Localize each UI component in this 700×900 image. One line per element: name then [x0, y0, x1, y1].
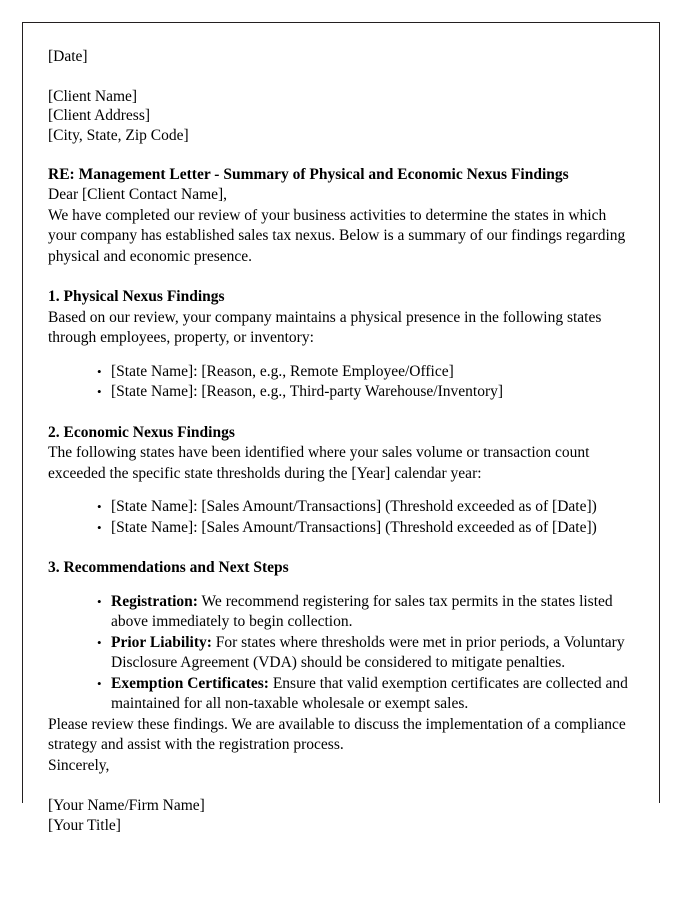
- letter-page: [22, 22, 660, 834]
- recipient-line-2: [Client Address]: [48, 107, 151, 124]
- recipient-line-3: [City, State, Zip Code]: [48, 126, 189, 144]
- list-item-text: For states where thresholds were met in prior periods, a Voluntary Disclosure Agreement (VDA) should be considered to mitigate penalties.: [111, 633, 625, 671]
- signoff: Sincerely,: [48, 756, 110, 774]
- signature-name: [Your Name/Firm Name]: [48, 797, 205, 814]
- section-body-physical-nexus: Based on our review, your company maintains a physical presence in the following states through employees, property, or inventory:: [48, 308, 602, 346]
- list-item-text: [State Name]: [Sales Amount/Transactions] (Threshold exceeded as of [Date]): [111, 498, 597, 515]
- economic-nexus-list: [48, 497, 628, 538]
- recipient-address-block: [48, 87, 628, 146]
- section-heading-physical-nexus: 1. Physical Nexus Findings: [48, 288, 225, 305]
- list-item-text: Ensure that valid exemption certificates are collected and maintained for all non-taxable wholesale or exempt sales.: [111, 674, 628, 712]
- section-body-economic-nexus: The following states have been identified where your sales volume or transaction count exceeded the specific state thresholds during the [Year] calendar year:: [48, 444, 590, 482]
- list-item: [97, 633, 628, 674]
- list-item-lead: Prior Liability:: [111, 633, 212, 651]
- signature-block: [48, 796, 628, 835]
- salutation: Dear [Client Contact Name],: [48, 186, 228, 203]
- subject-line: RE: Management Letter - Summary of Physical and Economic Nexus Findings: [48, 166, 569, 183]
- list-item: [97, 382, 628, 403]
- list-item: [97, 592, 628, 633]
- signature-title: [Your Title]: [48, 816, 121, 834]
- recipient-line-1: [Client Name]: [48, 87, 138, 105]
- list-item-text: We recommend registering for sales tax permits in the states listed above immediately to begin collection.: [111, 592, 613, 630]
- list-item: [97, 362, 628, 383]
- list-item: [97, 674, 628, 715]
- section-heading-recommendations: 3. Recommendations and Next Steps: [48, 559, 289, 576]
- date-placeholder: [Date]: [48, 48, 88, 65]
- list-item-lead: Exemption Certificates:: [111, 674, 269, 692]
- physical-nexus-list: [48, 362, 628, 403]
- closing-paragraph: Please review these findings. We are available to discuss the implementation of a compliance strategy and assist with the registration process.: [48, 715, 626, 753]
- recommendations-list: [48, 592, 628, 715]
- list-item-text: [State Name]: [Sales Amount/Transactions] (Threshold exceeded as of [Date]): [111, 518, 597, 536]
- list-item-lead: Registration:: [111, 592, 198, 610]
- list-item-text: [State Name]: [Reason, e.g., Remote Employee/Office]: [111, 362, 454, 380]
- list-item: [97, 518, 628, 539]
- section-heading-economic-nexus: 2. Economic Nexus Findings: [48, 423, 235, 441]
- list-item-text: [State Name]: [Reason, e.g., Third-party Warehouse/Inventory]: [111, 383, 504, 400]
- letter-body: [48, 47, 628, 835]
- intro-paragraph: We have completed our review of your business activities to determine the states in which your company has established sales tax nexus. Below is a summary of our findings regarding physical and economic presence.: [48, 206, 626, 265]
- list-item: [97, 497, 628, 518]
